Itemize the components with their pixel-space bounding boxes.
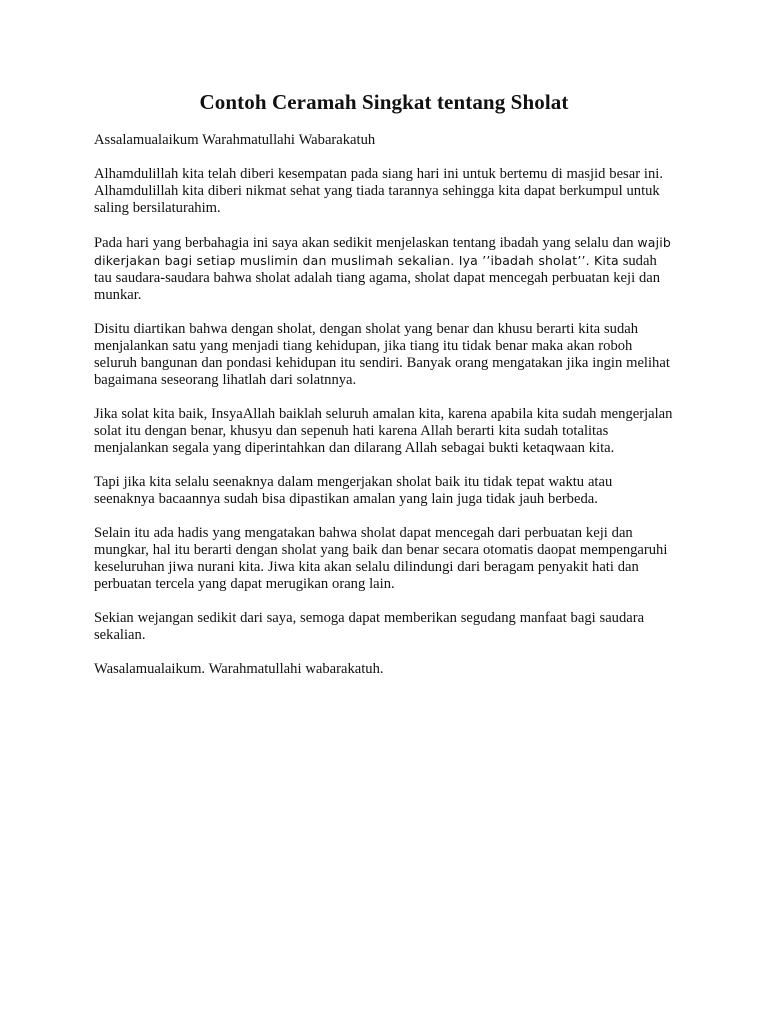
paragraph-6: Selain itu ada hadis yang mengatakan bahwa sholat dapat mencegah dari perbuatan keji dan mungkar, hal itu berarti dengan sholat yang baik dan benar secara otomatis daopat mempengaruhi keseluruhan jiwa nurani kita. Jiwa kita akan selalu dilindungi dari beragam penyakit hati dan perbuatan tercela yang dapat merugikan orang lain. xyxy=(94,525,668,592)
paragraph-3: Disitu diartikan bahwa dengan sholat, dengan sholat yang benar dan khusu berarti kita sudah menjalankan satu yang menjadi tiang kehidupan, jika tiang itu tidak benar maka akan roboh seluruh bangunan dan pondasi kehidupan itu sendiri. Banyak orang mengatakan jika ingin melihat bagaimana seseorang lihatlah dari solatnnya. xyxy=(94,321,670,388)
paragraph-7: Sekian wejangan sedikit dari saya, semoga dapat memberikan segudang manfaat bagi saudara sekalian. xyxy=(94,610,645,643)
closing-paragraph: Wasalamualaikum. Warahmatullahi wabarakatuh. xyxy=(94,661,384,677)
paragraph-2 xyxy=(94,234,674,304)
paragraph-2-end: sudah tau saudara-saudara bahwa sholat adalah tiang agama, sholat dapat mencegah perbuatan keji dan munkar. xyxy=(94,253,661,303)
document-body xyxy=(94,132,674,678)
paragraph-4: Jika solat kita baik, InsyaAllah baiklah seluruh amalan kita, karena apabila kita sudah mengerjalan solat itu dengan benar, khusyu dan sepenuh hati karena Allah berarti kita sudah totalitas menjalankan segala yang diperintahkan dan dilarang Allah sebagai bukti ketaqwaan kita. xyxy=(94,406,673,456)
paragraph-1: Alhamdulillah kita telah diberi kesempatan pada siang hari ini untuk bertemu di masjid besar ini. Alhamdulillah kita diberi nikmat sehat yang tiada tarannya sehingga kita dapat berkumpul untuk saling bersilaturahim. xyxy=(94,166,663,216)
paragraph-2-start: Pada hari yang berbahagia ini saya akan sedikit menjelaskan tentang ibadah yang selalu dan xyxy=(94,235,638,251)
paragraph-5: Tapi jika kita selalu seenaknya dalam mengerjakan sholat baik itu tidak tepat waktu atau seenaknya bacaannya sudah bisa dipastikan amalan yang lain juga tidak jauh berbeda. xyxy=(94,474,613,507)
document-title: Contoh Ceramah Singkat tentang Sholat xyxy=(199,90,569,114)
paragraph-2-alt-font-segment: wajib dikerjakan bagi setiap muslimin dan muslimah sekalian. Iya ’’ibadah sholat’’. Kita xyxy=(94,235,671,268)
greeting-paragraph: Assalamualaikum Warahmatullahi Wabarakatuh xyxy=(94,132,376,148)
